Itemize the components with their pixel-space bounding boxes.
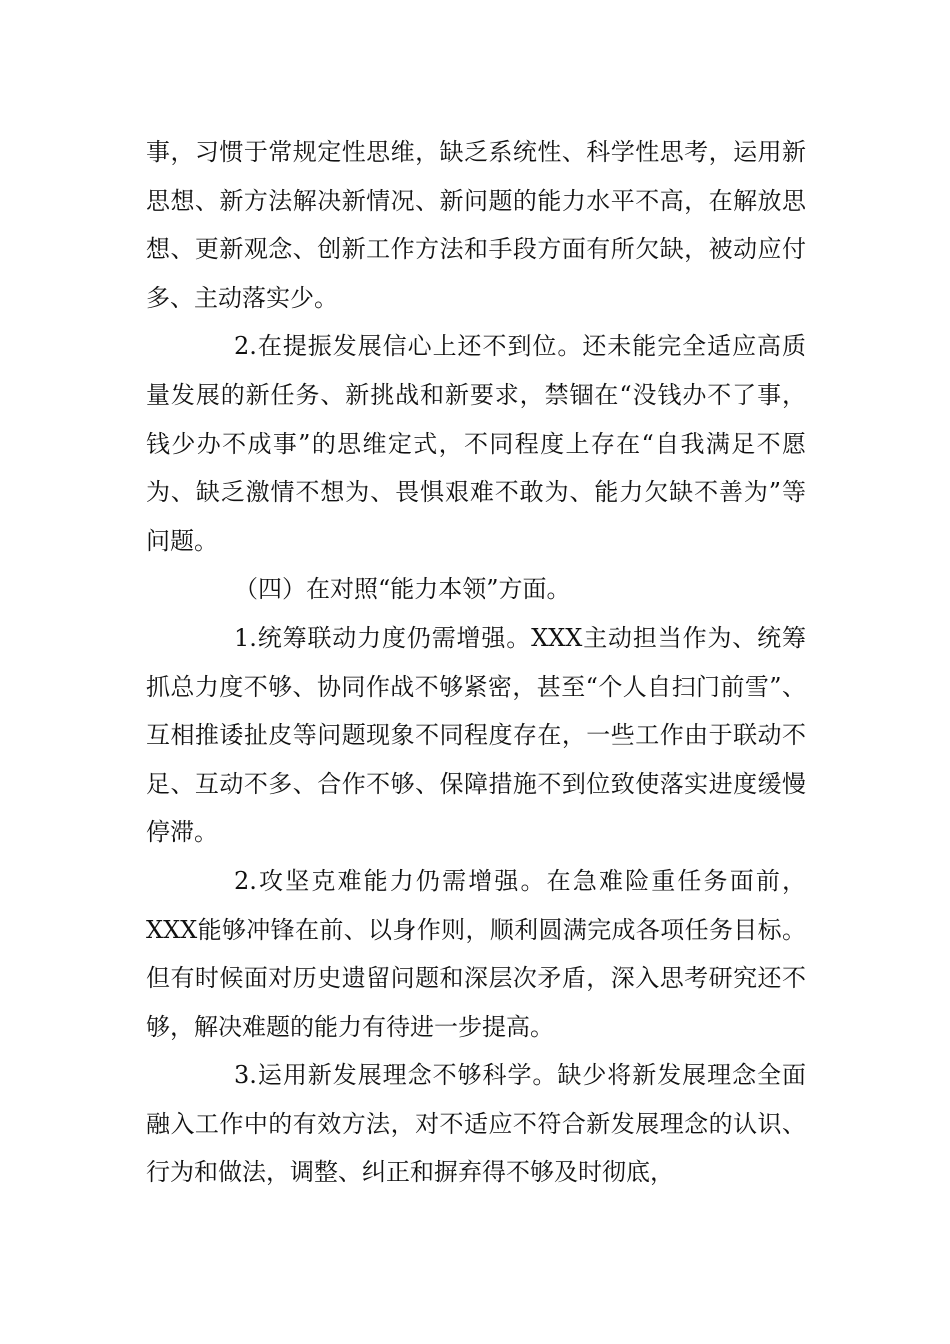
paragraph-coordination: 1.统筹联动力度仍需增强。XXX主动担当作为、统筹抓总力度不够、协同作战不够紧密，甚至“个人自扫门前雪”、互相推诿扯皮等问题现象不同程度存在，一些工作由于联动不足、互动不多、合作不够、保障措施不到位致使落实进度缓慢停滞。 <box>146 623 806 847</box>
section-heading-ability: （四）在对照“能力本领”方面。 <box>234 575 571 604</box>
paragraph-continuation: 事，习惯于常规定性思维，缺乏系统性、科学性思考，运用新思想、新方法解决新情况、新问题的能力水平不高，在解放思想、更新观念、创新工作方法和手段方面有所欠缺，被动应付多、主动落实少。 <box>146 138 806 312</box>
paragraph-tackling-difficulties: 2.攻坚克难能力仍需增强。在急难险重任务面前，XXX能够冲锋在前、以身作则，顺利圆满完成各项任务目标。但有时候面对历史遗留问题和深层次矛盾，深入思考研究还不够，解决难题的能力有待进一步提高。 <box>146 866 806 1041</box>
paragraph-development-confidence: 2.在提振发展信心上还不到位。还未能完全适应高质量发展的新任务、新挑战和新要求，禁锢在“没钱办不了事，钱少办不成事”的思维定式，不同程度上存在“自我满足不愿为、缺乏激情不想为、畏惧艰难不敢为、能力欠缺不善为”等问题。 <box>146 332 806 555</box>
paragraph-new-development-concept: 3.运用新发展理念不够科学。缺少将新发展理念全面融入工作中的有效方法，对不适应不符合新发展理念的认识、行为和做法，调整、纠正和摒弃得不够及时彻底， <box>146 1061 806 1187</box>
document-page <box>146 128 806 1197</box>
